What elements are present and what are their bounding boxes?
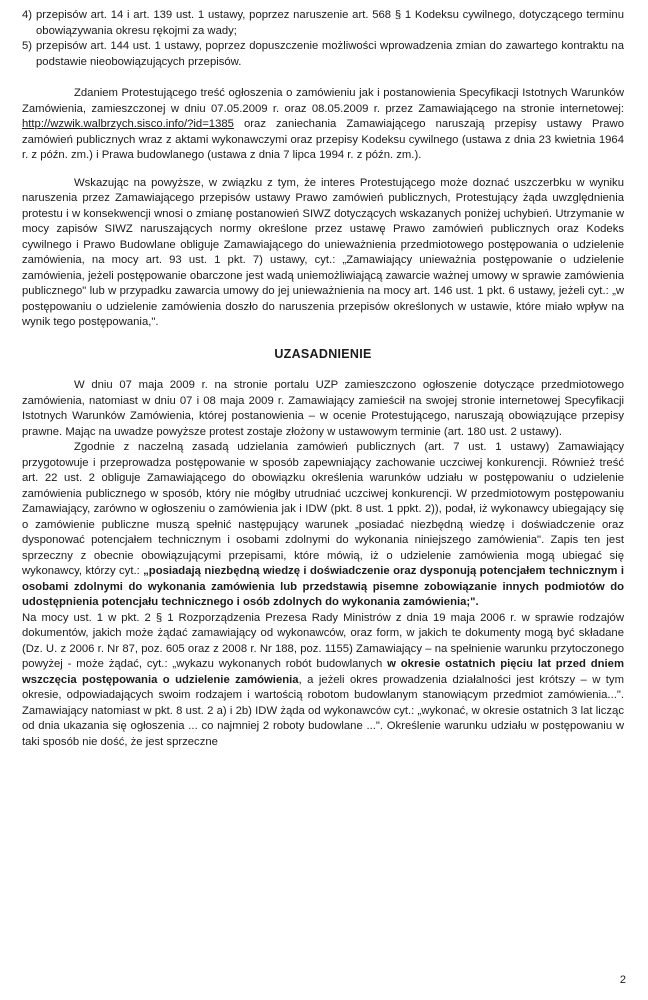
paragraph-protest-claim	[22, 86, 624, 164]
paragraph-text: oraz zaniechania Zamawiającego naruszają przepisy ustawy Prawo zamówień publicznych wraz z aktami wykonawczymi oraz przepisy Kodeksu cywilnego (ustawa z dnia 23 kwietnia 1964 r. z późn. zm.) i Prawa budowlanego (ustawa z dnia 7 lipca 1994 r. z późn. zm.).	[22, 118, 624, 161]
paragraph-text: Na mocy ust. 1 w pkt. 2 § 1 Rozporządzenia Prezesa Rady Ministrów z dnia 19 maja 2006 r. w sprawie rodzajów dokumentów, jakich może żądać zamawiający od wykonawców, oraz form, w jakich te dokumenty mogą być składane (Dz. U. z 2006 r. Nr 87, poz. 605 oraz z 2008 r. Nr 188, poz. 1155) Zamawiający – na spełnienie warunku przytoczonego powyżej - może żądać, cyt.: „wykazu wykonanych robót budowlanych	[22, 611, 624, 670]
bold-quote: „posiadają niezbędną wiedzę i doświadczenie oraz dysponują potencjałem technicznym i osobami zdolnymi do wykonania zamówienia lub przedstawią pisemne zobowiązanie innych podmiotów do udostępnienia potencjału technicznego i osób zdolnych do wykonania zamówienia;".	[22, 565, 624, 608]
list-number: 4)	[22, 9, 33, 21]
list-text: przepisów art. 14 i art. 139 ust. 1 ustawy, poprzez naruszenie art. 568 § 1 Kodeksu cywilnego, dotyczącego terminu obowiązywania okresu rękojmi za wady;	[36, 9, 624, 37]
paragraph-text: , a jeżeli okres prowadzenia działalności jest krótszy – w tym okresie, odpowiadających swoim rodzajem i wartością robotom budowlanym stanowiącym przedmiot zamówienia...". Zamawiający natomiast w pkt. 8 ust. 2 a) i 2b) IDW żąda od wykonawców cyt.: „wykonać, w okresie ostatnich 3 lat licząc od dnia ukazania się ogłoszenia ... co najmniej 2 roboty budowlane ...". Określenie warunku udziału w postępowaniu w taki sposób nie dość, że jest sprzeczne	[22, 673, 624, 748]
paragraph-background: W dniu 07 maja 2009 r. na stronie portalu UZP zamieszczono ogłoszenie dotyczące przedmiotowego zamówienia, natomiast w dniu 07 i 08 maja 2009 r. Zamawiający zamieścił na swojej stronie internetowej Specyfikacji Istotnych Warunków Zamówienia, której postanowienia – w ocenie Protestującego, naruszają obowiązujące przepisy prawne. Mając na uwadze powyższe protest zostaje złożony w ustawowym terminie (art. 180 ust. 2 ustawy).	[22, 379, 624, 438]
list-text: przepisów art. 144 ust. 1 ustawy, poprzez dopuszczenie możliwości wprowadzenia zmian do zawartego kontraktu na podstawie nieobowiązujących przepisów.	[36, 40, 624, 68]
section-heading: UZASADNIENIE	[274, 346, 372, 361]
paragraph-request: Wskazując na powyższe, w związku z tym, że interes Protestującego może doznać uszczerbku w wyniku naruszenia przez Zamawiającego przepisów ustawy Prawo zamówień publicznych, Protestujący żąda uwzględnienia protestu i w konsekwencji wnosi o zmianę postanowień SIWZ dotyczących wskazanych poniżej uchybień. Utrzymanie w mocy zapisów SIWZ naruszających normy określone przez ustawę Prawo zamówień publicznych oraz Kodeks cywilnego i Prawo Budowlane obliguje Zamawiającego do unieważnienia przedmiotowego postępowania o udzielenie zamówienia, na mocy art. 93 ust. 1 pkt. 7) ustawy, cyt.: „Zamawiający unieważnia postępowanie o udzielenie zamówienia, jeżeli postępowanie obarczone jest wadą uniemożliwiającą zawarcie ważnej umowy w sprawie zamówienia publicznego" lub w przypadku zawarcia umowy do jej unieważnienia na mocy art. 146 ust. 1 pkt. 6 ustawy, jeżeli cyt.: „w postępowaniu o udzielenie zamówienia doszło do naruszenia przepisów określonych w ustawie, które miało wpływ na wynik tego postępowania,".	[22, 176, 624, 328]
bold-quote: w okresie ostatnich pięciu lat przed dniem wszczęcia postępowania o udzielenie zamówienia	[22, 658, 624, 686]
website-link[interactable]: http://wzwik.walbrzych.sisco.info/?id=1385	[22, 118, 234, 130]
paragraph-text: Zdaniem Protestującego treść ogłoszenia o zamówieniu jak i postanowienia Specyfikacji Istotnych Warunków Zamówienia, zamieszczonej w dniu 07.05.2009 r. oraz 08.05.2009 r. przez Zamawiającego na stronie internetowej:	[22, 87, 624, 115]
list-item	[22, 39, 624, 70]
page-number: 2	[619, 973, 626, 986]
paragraph-competition	[22, 440, 624, 611]
list-item	[22, 8, 624, 39]
paragraph-regulation	[22, 611, 624, 751]
list-number: 5)	[22, 40, 33, 52]
paragraph-text: Zgodnie z naczelną zasadą udzielania zamówień publicznych (art. 7 ust. 1 ustawy) Zamawiający przygotowuje i przeprowadza postępowanie w sposób zapewniający zachowanie uczciwej konkurencji. Również treść art. 22 ust. 2 obliguje Zamawiającego do obowiązku określenia warunków udziału w postępowaniu o udzielenie zamówienia publicznego w sposób, który nie mógłby utrudniać uczciwej konkurencji. W przedmiotowym postępowaniu Zamawiający, zarówno w ogłoszeniu o zamówienia jak i IDW (pkt. 8 ust. 1 ppkt. 2)), podał, iż wykonawcy ubiegający się o zamówienie publiczne muszą spełnić następujący warunek „posiadać niezbędną wiedzę i doświadczenie oraz dysponować potencjałem technicznym i osobami zdolnymi do wykonania niniejszego zamówienia". Zapis ten jest sprzeczny z obecnie obowiązującymi przepisami, które mówią, iż o udzielenie zamówienia mogą ubiegać się wykonawcy, którzy cyt.:	[22, 441, 624, 577]
